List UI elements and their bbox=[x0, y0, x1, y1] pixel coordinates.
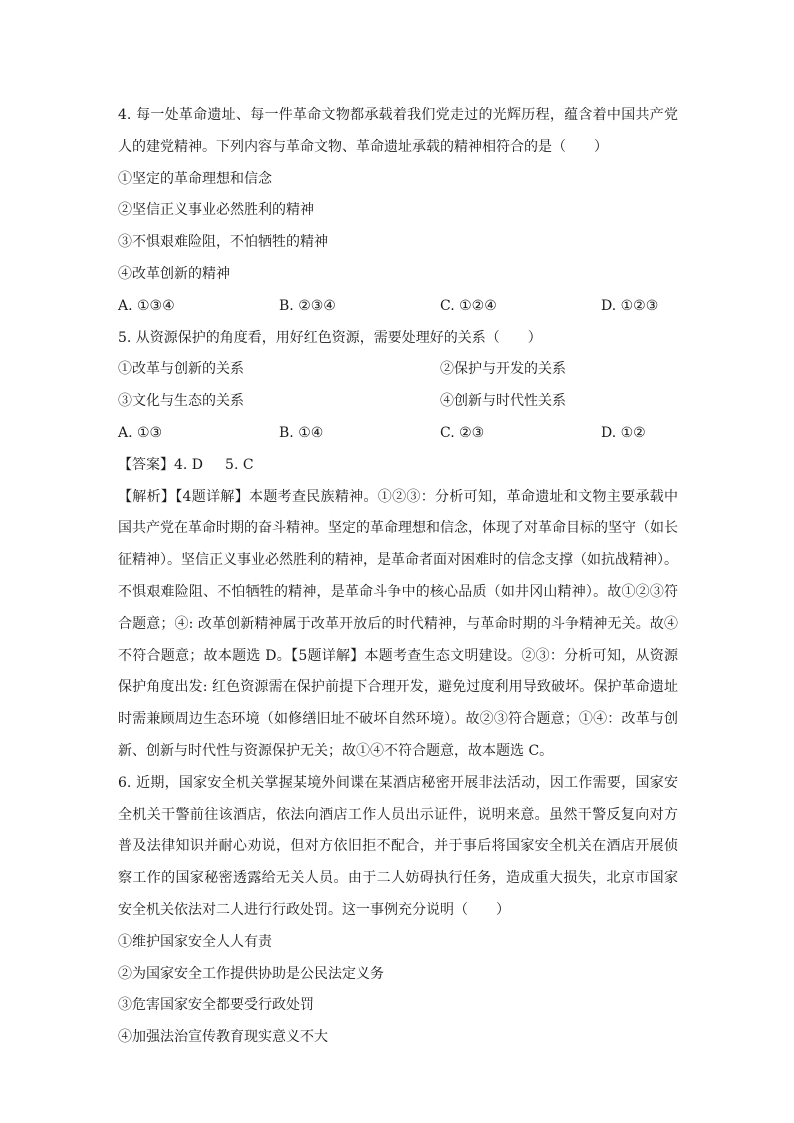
q4-option-d: D. ①②③ bbox=[601, 297, 659, 314]
q5-item-2: ②保护与开发的关系 bbox=[440, 361, 566, 378]
analysis-line: 合题意；④: 改革创新精神属于改革开放后的时代精神，与革命时期的斗争精神无关。故④ bbox=[118, 615, 678, 632]
q5-option-b: B. ①④ bbox=[279, 424, 324, 441]
q6-item-1: ①维护国家安全人人有责 bbox=[118, 933, 272, 950]
analysis-line: 不惧艰难险阻、不怕牺牲的精神，是革命斗争中的核心品质（如井冈山精神）。故①②③符 bbox=[118, 583, 678, 600]
q6-item-2: ②为国家安全工作提供协助是公民法定义务 bbox=[118, 965, 384, 982]
q4-options bbox=[118, 291, 678, 323]
analysis-line-last: 新、创新与时代性与资源保护无关；故①④不符合题意，故本题选 C。 bbox=[118, 742, 554, 759]
analysis-line: 【解析】【4题详解】本题考查民族精神。①②③：分析可知，革命遗址和文物主要承载中 bbox=[118, 488, 678, 505]
q6-stem-line-last: 安全机关依法对二人进行行政处罚。这一事例充分说明（ ） bbox=[118, 901, 510, 918]
analysis-line: 保护角度出发: 红色资源需在保护前提下合理开发，避免过度利用导致破坏。保护革命遗址 bbox=[118, 679, 678, 696]
q6-item-4: ④加强法治宣传教育现实意义不大 bbox=[118, 1029, 328, 1046]
answer-q4: 4. D bbox=[174, 456, 204, 473]
q4-stem-line1: 4. 每一处革命遗址、每一件革命文物都承载着我们党走过的光辉历程，蕴含着中国共产党 bbox=[118, 107, 678, 123]
q5-option-c: C. ②③ bbox=[440, 424, 485, 441]
document-page bbox=[118, 100, 678, 1054]
q4-option-c: C. ①②④ bbox=[440, 297, 497, 314]
q5-option-a: A. ①③ bbox=[118, 424, 163, 441]
q4-option-a: A. ①③④ bbox=[118, 297, 175, 314]
q4-item-3: ③不惧艰难险阻，不怕牺牲的精神 bbox=[118, 234, 328, 251]
q4-option-b: B. ②③④ bbox=[279, 297, 336, 314]
answer-q5: 5. C bbox=[225, 456, 254, 473]
q5-item-1: ①改革与创新的关系 bbox=[118, 361, 244, 378]
q6-stem-line: 全机关干警前往该酒店，依法向酒店工作人员出示证件，说明来意。虽然干警反复向对方 bbox=[118, 806, 678, 823]
q4-stem-line2: 人的建党精神。下列内容与革命文物、革命遗址承载的精神相符合的是（ ） bbox=[118, 138, 608, 155]
q6-stem-line: 普及法律知识并耐心劝说，但对方依旧拒不配合，并于事后将国家安全机关在酒店开展侦 bbox=[118, 838, 678, 855]
answer-label: 【答案】 bbox=[118, 456, 174, 473]
q6-stem-line: 察工作的国家秘密透露给无关人员。由于二人妨碍执行任务，造成重大损失，北京市国家 bbox=[118, 870, 678, 887]
q5-items-row2 bbox=[118, 386, 678, 418]
q4-item-4: ④改革创新的精神 bbox=[118, 265, 230, 282]
q5-option-d: D. ①② bbox=[601, 424, 646, 441]
analysis-line: 时需兼顾周边生态环境（如修缮旧址不破坏自然环境）。故②③符合题意；①④：改革与创 bbox=[118, 711, 678, 728]
q5-items-row1 bbox=[118, 354, 678, 386]
q4-item-2: ②坚信正义事业必然胜利的精神 bbox=[118, 202, 314, 219]
q5-item-4: ④创新与时代性关系 bbox=[440, 393, 566, 410]
q5-options bbox=[118, 418, 678, 450]
analysis-line: 不符合题意；故本题选 D。【5题详解】本题考查生态文明建设。②③：分析可知，从资源 bbox=[118, 647, 678, 664]
analysis-line: 国共产党在革命时期的奋斗精神。坚定的革命理想和信念，体现了对革命目标的坚守（如长 bbox=[118, 520, 678, 537]
q6-stem-line: 6. 近期，国家安全机关掌握某境外间谍在某酒店秘密开展非法活动，因工作需要，国家安 bbox=[118, 774, 678, 791]
answer-line bbox=[118, 450, 678, 482]
q5-item-3: ③文化与生态的关系 bbox=[118, 393, 244, 410]
q6-item-3: ③危害国家安全都要受行政处罚 bbox=[118, 997, 314, 1014]
q4-item-1: ①坚定的革命理想和信念 bbox=[118, 170, 272, 187]
analysis-line: 征精神）。坚信正义事业必然胜利的精神，是革命者面对困难时的信念支撑（如抗战精神）。 bbox=[118, 552, 678, 569]
q5-stem: 5. 从资源保护的角度看，用好红色资源，需要处理好的关系（ ） bbox=[118, 329, 542, 346]
